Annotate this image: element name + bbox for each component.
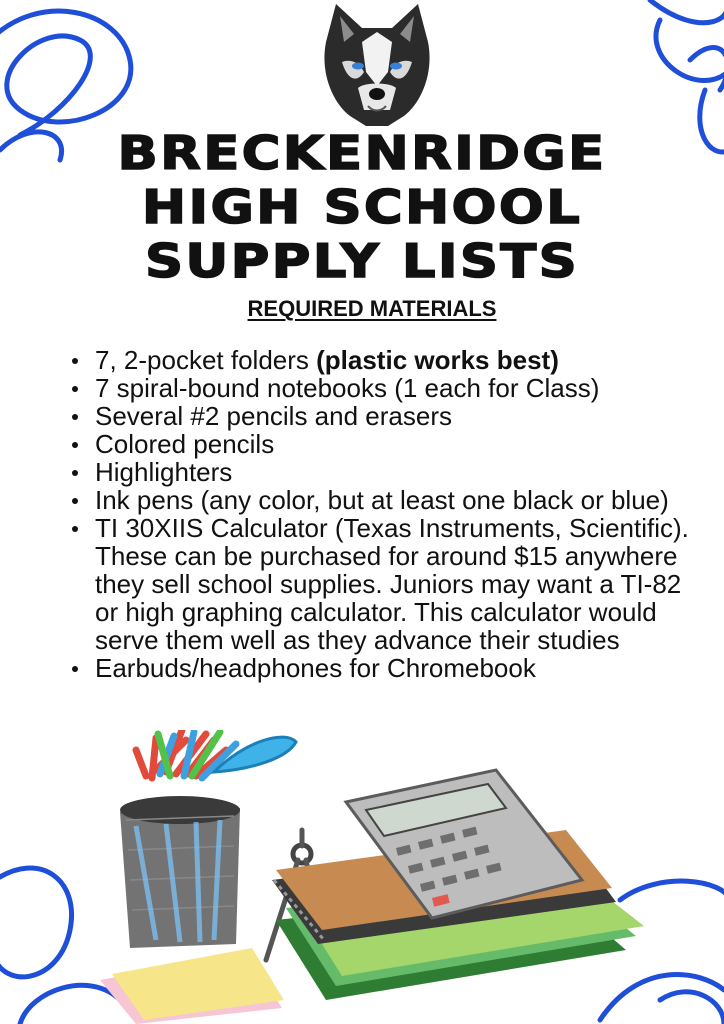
supply-list bbox=[62, 346, 702, 682]
list-item-emphasis: (plastic works best) bbox=[316, 345, 559, 375]
list-item: Several #2 pencils and erasers bbox=[62, 402, 702, 430]
title-line-3: SUPPLY LISTS bbox=[144, 234, 580, 288]
pencil-cup-icon bbox=[120, 730, 296, 948]
husky-logo bbox=[318, 2, 436, 126]
scribble-top-left bbox=[0, 11, 131, 135]
list-item: Highlighters bbox=[62, 458, 702, 486]
section-heading: REQUIRED MATERIALS bbox=[247, 296, 497, 321]
list-item bbox=[62, 346, 702, 374]
list-item-text: 7, 2-pocket folders bbox=[95, 345, 317, 375]
school-supplies-illustration bbox=[96, 730, 656, 1024]
list-item: Colored pencils bbox=[62, 430, 702, 458]
list-item: Earbuds/headphones for Chromebook bbox=[62, 654, 702, 682]
list-item: TI 30XIIS Calculator (Texas Instruments, Scientific). These can be purchased for around $15 anywhere they sell school supplies. Juniors may want a TI-82 or high graphing calculator. This calculator would serve them well as they advance their studies bbox=[62, 514, 702, 654]
list-item: Ink pens (any color, but at least one black or blue) bbox=[62, 486, 702, 514]
list-item: 7 spiral-bound notebooks (1 each for Class) bbox=[62, 374, 702, 402]
title-line-2: HIGH SCHOOL bbox=[141, 180, 583, 234]
sticky-notes-icon bbox=[100, 948, 284, 1024]
husky-head-icon bbox=[324, 4, 429, 126]
page-title bbox=[0, 126, 724, 288]
title-line-1: BRECKENRIDGE bbox=[117, 126, 607, 180]
